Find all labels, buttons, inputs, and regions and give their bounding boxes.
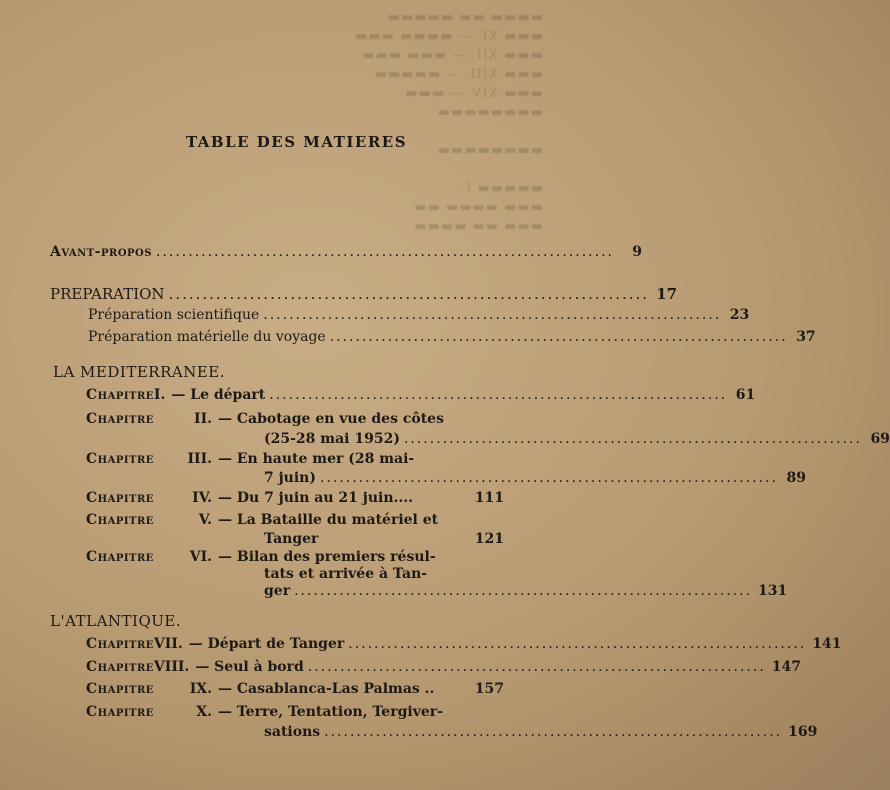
- toc-chapter-6-cont: [264, 583, 788, 599]
- chapter-number: VIII.: [153, 659, 190, 675]
- dot-leader: .......................................................................: [324, 724, 783, 740]
- page-number: 69: [870, 431, 890, 447]
- dot-leader: .......................................................................: [263, 307, 722, 323]
- toc-entry-preparation: [50, 285, 678, 303]
- section-heading-mediterranee: LA MEDITERRANEE.: [53, 363, 225, 381]
- chapter-number: IV.: [192, 490, 212, 506]
- chapter-number: III.: [187, 451, 212, 467]
- entry-label: Préparation scientifique: [88, 307, 260, 323]
- chapter-title: — Terre, Tentation, Tergiver-: [218, 704, 443, 720]
- chapter-number: V.: [198, 512, 212, 528]
- dot-leader: .......................................................................: [403, 431, 862, 447]
- dot-leader: .......................................................................: [329, 329, 788, 345]
- chapter-word: Chapitre: [86, 636, 154, 652]
- page-number: 131: [758, 583, 788, 599]
- chapter-number: II.: [194, 411, 212, 427]
- chapter-title: — Cabotage en vue des côtes: [218, 411, 444, 427]
- page-number: 37: [796, 329, 816, 345]
- entry-label: Avant-propos: [50, 244, 152, 260]
- section-heading: PREPARATION: [50, 285, 165, 303]
- chapter-word: Chapitre: [86, 512, 154, 528]
- toc-entry-preparation-materielle: [88, 329, 816, 345]
- dot-leader: .......................................................................: [294, 583, 753, 599]
- toc-chapter-4: [86, 490, 504, 506]
- dot-leader: .......................................................................: [156, 244, 614, 260]
- chapter-word: Chapitre: [86, 387, 154, 403]
- toc-chapter-7: [86, 636, 842, 652]
- toc-chapter-3: [86, 451, 504, 467]
- page-number: 141: [812, 636, 842, 652]
- chapter-title: — Le départ: [171, 387, 266, 403]
- toc-entry-avant-propos: [50, 244, 642, 260]
- entry-label: Préparation matérielle du voyage: [88, 329, 326, 345]
- toc-chapter-10-cont: [264, 724, 818, 740]
- chapter-title: — Bilan des premiers résul-: [218, 549, 436, 565]
- chapter-title: — Casablanca-Las Palmas ..: [218, 681, 435, 697]
- page-number: 157: [474, 681, 504, 697]
- dot-leader: .......................................................................: [348, 636, 807, 652]
- chapter-word: Chapitre: [86, 451, 154, 467]
- page-number: 89: [786, 470, 806, 486]
- page-number: 169: [788, 724, 818, 740]
- chapter-number: X.: [196, 704, 212, 720]
- chapter-title: — Seul à bord: [195, 659, 304, 675]
- chapter-title-cont: 7 juin): [264, 470, 316, 486]
- page-number: 9: [632, 244, 642, 260]
- toc-chapter-9: [86, 681, 504, 697]
- toc-chapter-2-cont: [264, 431, 890, 447]
- page-number: 17: [656, 285, 678, 303]
- section-heading-atlantique: L'ATLANTIQUE.: [50, 612, 182, 630]
- chapter-number: VI.: [189, 549, 212, 565]
- page-number: 121: [474, 531, 504, 547]
- dot-leader: .......................................................................: [307, 659, 766, 675]
- chapter-word: Chapitre: [86, 681, 154, 697]
- page-number: 111: [474, 490, 504, 506]
- chapter-word: Chapitre: [86, 490, 154, 506]
- page-number: 61: [735, 387, 756, 403]
- chapter-word: Chapitre: [86, 549, 154, 565]
- chapter-title-cont: tats et arrivée à Tan-: [264, 566, 428, 582]
- toc-chapter-10: [86, 704, 504, 720]
- toc-chapter-5-cont: [264, 531, 504, 547]
- toc-chapter-6: [86, 549, 504, 565]
- page-number: 23: [729, 307, 750, 323]
- chapter-title-cont: ger: [264, 583, 291, 599]
- chapter-title: — En haute mer (28 mai-: [218, 451, 415, 467]
- dot-leader: .......................................................................: [168, 285, 650, 303]
- toc-chapter-2: [86, 411, 504, 427]
- dot-leader: .......................................................................: [319, 470, 778, 486]
- page-title: TABLE DES MATIERES: [185, 133, 408, 151]
- dot-leader: .......................................................................: [269, 387, 728, 403]
- chapter-title: — La Bataille du matériel et: [218, 512, 439, 528]
- chapter-number: I.: [153, 387, 166, 403]
- chapter-word: Chapitre: [86, 704, 154, 720]
- chapter-title: — Départ de Tanger: [188, 636, 345, 652]
- page-number: 147: [771, 659, 802, 675]
- chapter-title-cont: sations: [264, 724, 321, 740]
- chapter-title-cont: Tanger: [264, 531, 319, 547]
- toc-entry-preparation-scientifique: [88, 307, 750, 323]
- chapter-number: VII.: [153, 636, 183, 652]
- chapter-word: Chapitre: [86, 411, 154, 427]
- toc-chapter-5: [86, 512, 504, 528]
- bleed-through-text: ▬▬▬▬ ▬▬ ▬▬▬▬▬ ▬▬▬ XI. — ▬▬▬▬ ▬▬▬ ▬▬▬ XII. — ▬▬▬ ▬▬▬ ▬▬▬ XIII. — ▬▬▬▬▬ ▬▬▬ XIV. — ▬▬▬ ▬▬▬▬▬▬▬▬ ▬▬▬▬▬▬▬▬ ▬▬▬▬▬ I. ▬▬▬ ▬▬▬▬ ▬▬ ▬▬▬ ▬▬ ▬▬▬▬: [354, 10, 543, 234]
- chapter-number: IX.: [189, 681, 212, 697]
- chapter-title: — Du 7 juin au 21 juin....: [218, 490, 414, 506]
- chapter-title-cont: (25-28 mai 1952): [264, 431, 400, 447]
- chapter-word: Chapitre: [86, 659, 154, 675]
- toc-chapter-1: [86, 387, 756, 403]
- toc-chapter-3-cont: [264, 470, 806, 486]
- toc-chapter-8: [86, 659, 802, 675]
